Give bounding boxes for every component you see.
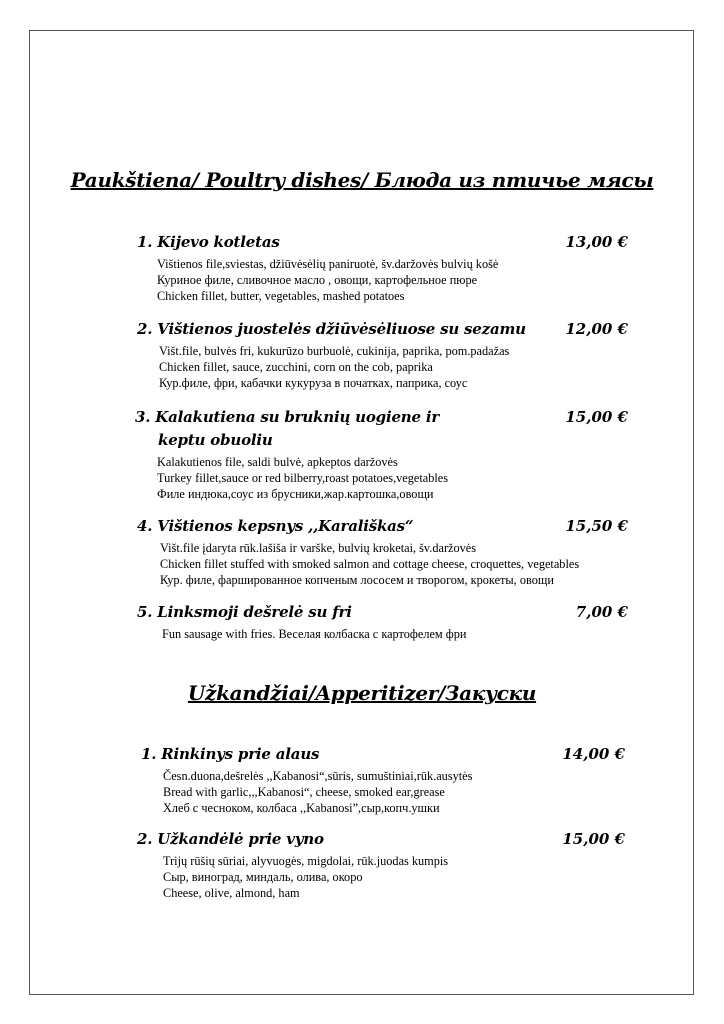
- menu-item-desc-lt: Kalakutienos file, saldi bulvė, apkeptos daržovės: [157, 455, 398, 469]
- menu-item-price: 15,00 €: [562, 830, 625, 848]
- menu-item-title: 2. Vištienos juostelės džiūvėsėliuose su sezamu: [137, 320, 526, 338]
- menu-item-desc: Fun sausage with fries. Веселая колбаска с картофелем фри: [162, 627, 467, 641]
- menu-item-price: 15,50 €: [565, 517, 628, 535]
- menu-item-title-line2: keptu obuoliu: [158, 431, 273, 449]
- menu-item-desc-en: Chicken fillet stuffed with smoked salmon and cottage cheese, croquettes, vegetables: [160, 557, 580, 571]
- menu-item-title: 1. Rinkinys prie alaus: [141, 745, 320, 763]
- menu-item-desc-ru: Сыр, виноград, миндаль, олива, окоро: [163, 870, 363, 884]
- menu-item-desc-ru: Хлеб с чесноком, колбаса ,,Kabanosi”,сыр,копч.ушки: [163, 801, 440, 815]
- menu-item-price: 14,00 €: [562, 745, 625, 763]
- menu-item-desc-lt: Višt.file, bulvės fri, kukurūzo burbuolė, cukinija, paprika, pom.padažas: [159, 344, 510, 358]
- menu-item-price: 15,00 €: [565, 408, 628, 426]
- section-title-poultry: Paukštiena/ Poultry dishes/ Блюда из птичье мясы: [70, 168, 654, 192]
- menu-item-price: 7,00 €: [575, 603, 628, 621]
- section-title-appetizers: Užkandžiai/Apperitizer/Закуски: [187, 681, 537, 705]
- menu-item-desc-lt: Trijų rūšių sūriai, alyvuogės, migdolai, rūk.juodas kumpis: [163, 854, 449, 868]
- menu-item-price: 12,00 €: [565, 320, 628, 338]
- menu-item-desc-en: Chicken fillet, butter, vegetables, mashed potatoes: [157, 289, 405, 303]
- menu-item-desc-lt: Česn.duona,dešrelės ,,Kabanosi“,sūris, sumuštiniai,rūk.ausytės: [163, 769, 473, 783]
- menu-item-desc-en: Cheese, olive, almond, ham: [163, 886, 300, 900]
- menu-item-desc-ru: Кур. филе, фаршированное копченым лососем и творогом, крокеты, овощи: [160, 573, 554, 587]
- menu-item-desc-ru: Куриное филе, сливочное масло , овощи, картофельное пюре: [157, 273, 478, 287]
- menu-item-title: 5. Linksmoji dešrelė su fri: [137, 603, 352, 621]
- menu-item-desc-lt: Višt.file įdaryta rūk.lašiša ir varške, bulvių kroketai, šv.daržovės: [160, 541, 477, 555]
- menu-item-desc-en: Chicken fillet, sauce, zucchini, corn on the cob, paprika: [159, 360, 433, 374]
- menu-item-desc-en: Bread with garlic,,,Kabanosi“, cheese, smoked ear,grease: [163, 785, 445, 799]
- menu-item-title: 3. Kalakutiena su bruknių uogiene ir: [135, 408, 440, 426]
- menu-item-desc-en: Turkey fillet,sauce or red bilberry,roast potatoes,vegetables: [157, 471, 449, 485]
- menu-item-desc-ru: Филе индюка,соус из брусники,жар.картошка,овощи: [157, 487, 434, 501]
- menu-item-desc-ru: Кур.филе, фри, кабачки кукуруза в початках, паприка, соус: [159, 376, 468, 390]
- menu-item-title: 1. Kijevo kotletas: [137, 233, 280, 251]
- menu-item-price: 13,00 €: [565, 233, 628, 251]
- menu-item-title: 4. Vištienos kepsnys ,,Karališkas“: [137, 517, 414, 535]
- menu-item-title: 2. Užkandėlė prie vyno: [137, 830, 324, 848]
- menu-item-desc-lt: Vištienos file,sviestas, džiūvėsėlių paniruotė, šv.daržovės bulvių košė: [157, 257, 499, 271]
